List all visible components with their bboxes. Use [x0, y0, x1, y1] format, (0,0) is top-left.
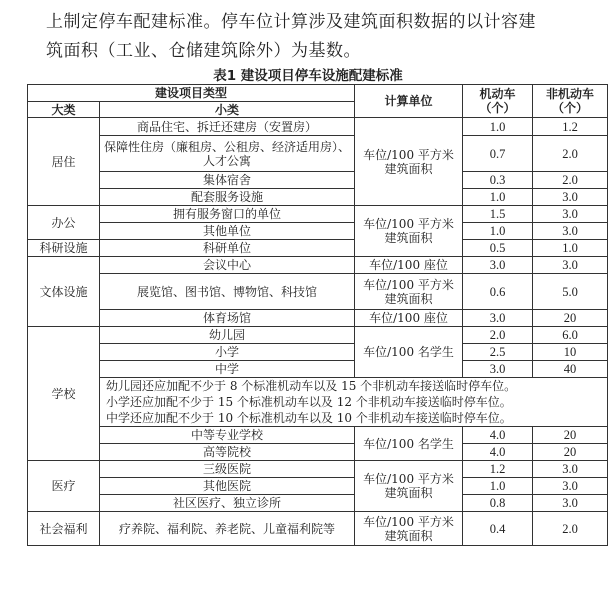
table-row — [28, 495, 608, 512]
category-cell: 居住 — [28, 118, 100, 206]
motor-cell: 0.5 — [463, 240, 533, 257]
nonmotor-cell: 2.0 — [533, 172, 608, 189]
minor-cell: 其他医院 — [100, 478, 355, 495]
unit-cell: 车位/100 名学生 — [355, 427, 463, 461]
nonmotor-cell: 3.0 — [533, 495, 608, 512]
nonmotor-cell: 3.0 — [533, 189, 608, 206]
intro-line-1: 上制定停车配建标准。停车位计算涉及建筑面积数据的以计容建 — [46, 12, 536, 32]
header-major: 大类 — [28, 102, 100, 118]
nonmotor-cell: 40 — [533, 361, 608, 378]
intro-paragraph — [46, 8, 606, 66]
motor-cell: 1.5 — [463, 206, 533, 223]
unit-cell: 车位/100 平方米建筑面积 — [355, 118, 463, 206]
nonmotor-cell: 5.0 — [533, 274, 608, 310]
parking-standards-table — [27, 84, 608, 546]
minor-cell: 保障性住房（廉租房、公租房、经济适用房）、人才公寓 — [100, 136, 355, 172]
minor-cell: 科研单位 — [100, 240, 355, 257]
header-unit: 计算单位 — [355, 85, 463, 118]
minor-cell: 高等院校 — [100, 444, 355, 461]
unit-cell: 车位/100 平方米建筑面积 — [355, 461, 463, 512]
unit-cell: 车位/100 平方米建筑面积 — [355, 206, 463, 257]
table-row — [28, 361, 608, 378]
table-row — [28, 206, 608, 223]
table-row — [28, 444, 608, 461]
minor-cell: 拥有服务窗口的单位 — [100, 206, 355, 223]
unit-cell: 车位/100 座位 — [355, 257, 463, 274]
motor-cell: 0.4 — [463, 512, 533, 546]
table-row — [28, 189, 608, 206]
category-cell: 学校 — [28, 327, 100, 461]
school-note-3: 中学还应加配不少于 10 个标准机动车以及 10 个非机动车接送临时停车位。 — [106, 411, 512, 425]
header-motor: 机动车（个） — [463, 85, 533, 118]
table-caption: 表1 建设项目停车设施配建标准 — [213, 68, 403, 84]
motor-cell: 2.0 — [463, 327, 533, 344]
motor-cell: 3.0 — [463, 257, 533, 274]
nonmotor-cell: 1.2 — [533, 118, 608, 136]
motor-cell: 0.6 — [463, 274, 533, 310]
minor-cell: 幼儿园 — [100, 327, 355, 344]
table-row — [28, 427, 608, 444]
table-row — [28, 257, 608, 274]
nonmotor-cell: 3.0 — [533, 478, 608, 495]
unit-cell: 车位/100 名学生 — [355, 327, 463, 378]
nonmotor-cell: 3.0 — [533, 257, 608, 274]
nonmotor-cell: 3.0 — [533, 206, 608, 223]
minor-cell: 集体宿舍 — [100, 172, 355, 189]
table-row — [28, 223, 608, 240]
motor-cell: 1.0 — [463, 223, 533, 240]
table-row — [28, 512, 608, 546]
unit-cell: 车位/100 平方米建筑面积 — [355, 512, 463, 546]
header-row-1 — [28, 85, 608, 102]
minor-cell: 疗养院、福利院、养老院、儿童福利院等 — [100, 512, 355, 546]
category-cell: 文体设施 — [28, 257, 100, 327]
motor-cell: 1.0 — [463, 189, 533, 206]
table-row — [28, 274, 608, 310]
school-note-2: 小学还应加配不少于 15 个标准机动车以及 12 个非机动车接送临时停车位。 — [106, 395, 512, 409]
minor-cell: 中学 — [100, 361, 355, 378]
school-note-1: 幼儿园还应加配不少于 8 个标准机动车以及 15 个非机动车接送临时停车位。 — [106, 379, 517, 393]
motor-cell: 1.0 — [463, 118, 533, 136]
nonmotor-cell: 20 — [533, 444, 608, 461]
minor-cell: 商品住宅、拆迁还建房（安置房） — [100, 118, 355, 136]
table-row — [28, 240, 608, 257]
nonmotor-cell: 10 — [533, 344, 608, 361]
table-row — [28, 136, 608, 172]
minor-cell: 中等专业学校 — [100, 427, 355, 444]
table-row — [28, 461, 608, 478]
school-notes-row — [28, 378, 608, 427]
motor-cell: 4.0 — [463, 427, 533, 444]
minor-cell: 体育场馆 — [100, 310, 355, 327]
category-cell: 办公 — [28, 206, 100, 240]
category-cell: 社会福利 — [28, 512, 100, 546]
category-cell: 医疗 — [28, 461, 100, 512]
table-row — [28, 310, 608, 327]
minor-cell: 三级医院 — [100, 461, 355, 478]
intro-line-2: 筑面积（工业、仓储建筑除外）为基数。 — [46, 41, 361, 61]
table-row — [28, 344, 608, 361]
nonmotor-cell: 2.0 — [533, 136, 608, 172]
table-row — [28, 478, 608, 495]
nonmotor-cell: 1.0 — [533, 240, 608, 257]
motor-cell: 0.7 — [463, 136, 533, 172]
motor-cell: 0.3 — [463, 172, 533, 189]
minor-cell: 会议中心 — [100, 257, 355, 274]
school-notes-cell — [100, 378, 608, 427]
motor-cell: 3.0 — [463, 361, 533, 378]
nonmotor-cell: 6.0 — [533, 327, 608, 344]
category-cell: 科研设施 — [28, 240, 100, 257]
nonmotor-cell: 20 — [533, 427, 608, 444]
nonmotor-cell: 3.0 — [533, 223, 608, 240]
table-row — [28, 118, 608, 136]
minor-cell: 配套服务设施 — [100, 189, 355, 206]
minor-cell: 展览馆、图书馆、博物馆、科技馆 — [100, 274, 355, 310]
header-minor: 小类 — [100, 102, 355, 118]
table-row — [28, 327, 608, 344]
motor-cell: 0.8 — [463, 495, 533, 512]
motor-cell: 1.2 — [463, 461, 533, 478]
motor-cell: 3.0 — [463, 310, 533, 327]
minor-cell: 其他单位 — [100, 223, 355, 240]
motor-cell: 4.0 — [463, 444, 533, 461]
minor-cell: 小学 — [100, 344, 355, 361]
header-project-type: 建设项目类型 — [28, 85, 355, 102]
nonmotor-cell: 20 — [533, 310, 608, 327]
unit-cell: 车位/100 座位 — [355, 310, 463, 327]
motor-cell: 1.0 — [463, 478, 533, 495]
unit-cell: 车位/100 平方米建筑面积 — [355, 274, 463, 310]
table-row — [28, 172, 608, 189]
nonmotor-cell: 2.0 — [533, 512, 608, 546]
header-nonmotor: 非机动车（个） — [533, 85, 608, 118]
motor-cell: 2.5 — [463, 344, 533, 361]
nonmotor-cell: 3.0 — [533, 461, 608, 478]
minor-cell: 社区医疗、独立诊所 — [100, 495, 355, 512]
